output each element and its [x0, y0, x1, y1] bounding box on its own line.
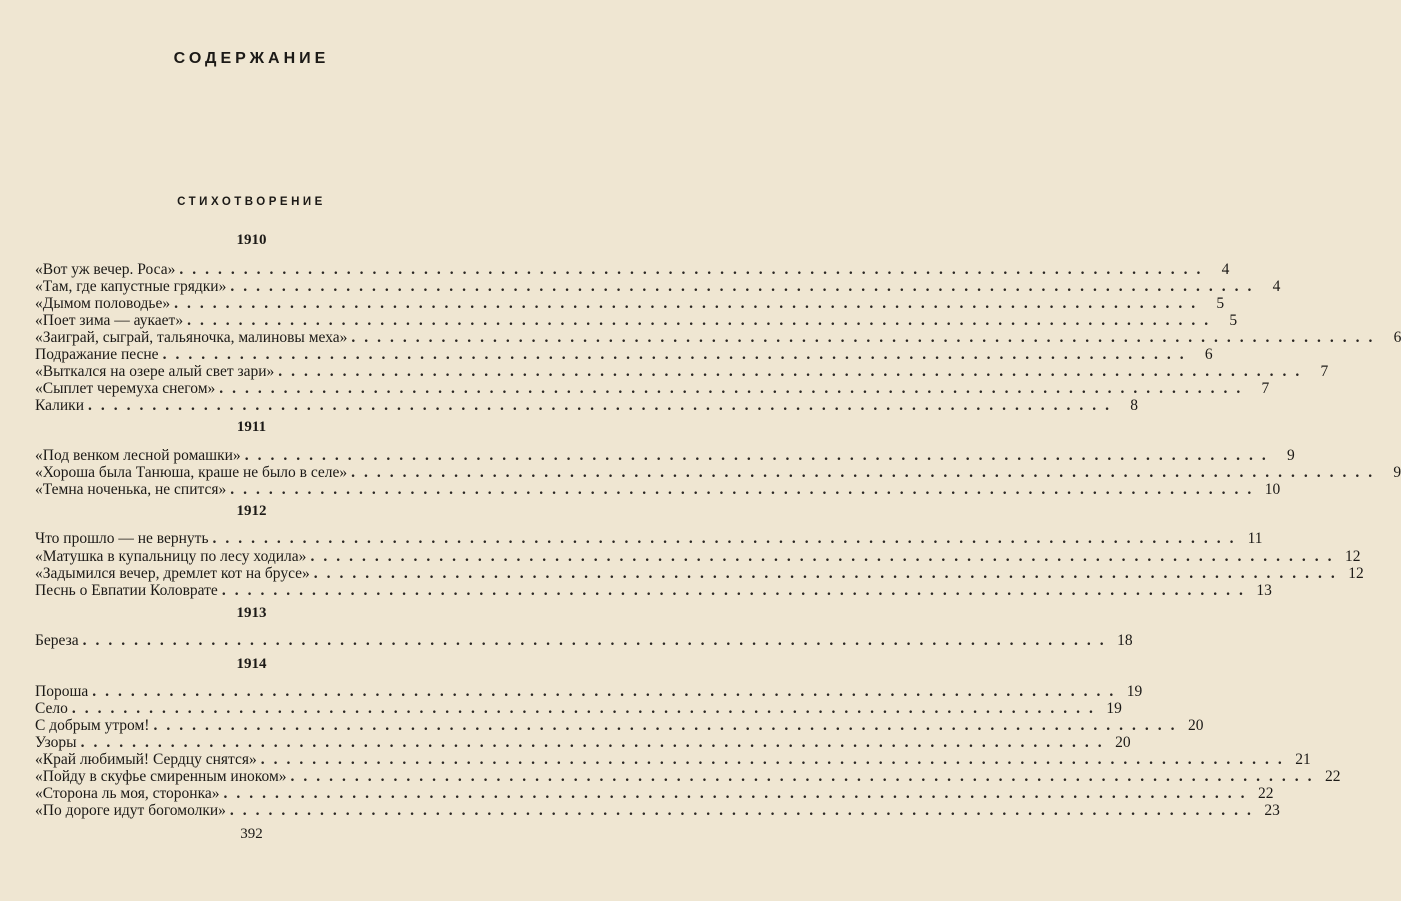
entry-page: 20 [1115, 734, 1131, 751]
entry-title: «Под венком лесной ромашки» [35, 447, 241, 464]
entry-title: Калики [35, 397, 85, 414]
entry-page: 23 [1264, 802, 1280, 819]
entry-title: С добрым утром! [35, 717, 150, 734]
entry-page: 21 [1295, 751, 1311, 768]
entry-title: «Задымился вечер, дремлет кот на брусе» [35, 565, 310, 582]
leader-dots: ................................................................................ [179, 261, 1210, 278]
entry-page: 8 [1130, 397, 1139, 414]
entry-title: «Дымом половодье» [35, 295, 171, 312]
toc-entry[interactable] [35, 734, 1131, 752]
entry-page: 22 [1325, 768, 1341, 785]
leader-dots: ................................................................................ [187, 312, 1218, 329]
toc-entry[interactable] [35, 295, 1225, 313]
entry-title: «Сыплет черемуха снегом» [35, 380, 216, 397]
leader-dots: ................................................................................ [82, 632, 1113, 649]
leader-dots: ................................................................................ [221, 582, 1252, 599]
toc-entry[interactable] [35, 481, 1281, 499]
entry-title: «Темна ноченька, не спится» [35, 481, 227, 498]
leader-dots: ................................................................................ [229, 802, 1260, 819]
entry-page: 4 [1272, 278, 1281, 295]
entry-title: Береза [35, 632, 79, 649]
entry-page: 19 [1126, 683, 1143, 700]
leader-dots: ................................................................................ [223, 785, 1254, 802]
year-heading-1914: 1914 [236, 656, 267, 672]
toc-entry[interactable] [35, 312, 1238, 330]
toc-entry[interactable] [35, 582, 1272, 600]
year-heading-1911: 1911 [236, 419, 267, 435]
leader-dots: ................................................................................ [290, 768, 1321, 785]
entry-title: Что прошло — не вернуть [35, 530, 209, 547]
entry-page: 12 [1348, 565, 1364, 582]
toc-entry[interactable] [35, 785, 1274, 803]
leader-dots: ................................................................................ [278, 363, 1309, 380]
entry-title: «Там, где капустные грядки» [35, 278, 227, 295]
leader-dots: ................................................................................ [88, 397, 1119, 414]
toc-entry[interactable] [35, 329, 1401, 347]
entry-page: 19 [1106, 700, 1122, 717]
entry-page: 6 [1393, 329, 1401, 346]
entry-page: 22 [1258, 785, 1274, 802]
entry-page: 7 [1320, 363, 1329, 380]
year-heading-1912: 1912 [236, 503, 267, 519]
toc-entry[interactable] [35, 447, 1295, 465]
toc-entry[interactable] [35, 397, 1139, 415]
section-heading: СТИХОТВОРЕНИЕ [177, 196, 326, 208]
leader-dots: ................................................................................ [219, 380, 1250, 397]
toc-entry[interactable] [35, 802, 1280, 820]
leader-dots: ................................................................................ [244, 447, 1275, 464]
page-number: 392 [240, 826, 263, 842]
leader-dots: ................................................................................ [260, 751, 1291, 768]
entry-page: 18 [1117, 632, 1133, 649]
entry-title: Пороша [35, 683, 89, 700]
entry-page: 11 [1247, 530, 1263, 547]
entry-title: Село [35, 700, 68, 717]
entry-page: 10 [1264, 481, 1281, 498]
entry-title: «Сторона ль моя, сторонка» [35, 785, 220, 802]
leader-dots: ................................................................................ [162, 346, 1193, 363]
entry-title: Подражание песне [35, 346, 159, 363]
leader-dots: ................................................................................ [71, 700, 1102, 717]
leader-dots: ................................................................................ [230, 481, 1261, 498]
toc-entry[interactable] [35, 278, 1281, 296]
toc-entry[interactable] [35, 380, 1270, 398]
entry-title: «По дороге идут богомолки» [35, 802, 226, 819]
leader-dots: ................................................................................ [351, 464, 1382, 481]
toc-entry[interactable] [35, 530, 1263, 548]
leader-dots: ................................................................................ [174, 295, 1205, 312]
entry-title: «Вот уж вечер. Роса» [35, 261, 176, 278]
entry-page: 12 [1344, 548, 1361, 565]
leader-dots: ................................................................................ [310, 548, 1341, 565]
toc-entry[interactable] [35, 683, 1143, 701]
entry-page: 5 [1216, 295, 1225, 312]
entry-page: 9 [1393, 464, 1401, 481]
toc-entry[interactable] [35, 565, 1364, 583]
toc-entry[interactable] [35, 261, 1230, 279]
toc-entry[interactable] [35, 346, 1213, 364]
leader-dots: ................................................................................ [351, 329, 1382, 346]
entry-page: 13 [1256, 582, 1272, 599]
leader-dots: ................................................................................ [92, 683, 1123, 700]
entry-title: «Хороша была Танюша, краше не было в селе» [35, 464, 348, 481]
toc-entry[interactable] [35, 363, 1329, 381]
entry-page: 7 [1261, 380, 1270, 397]
entry-page: 6 [1204, 346, 1213, 363]
entry-page: 4 [1221, 261, 1230, 278]
entry-title: «Выткался на озере алый свет зари» [35, 363, 275, 380]
toc-entry[interactable] [35, 768, 1341, 786]
entry-title: «Край любимый! Сердцу снятся» [35, 751, 257, 768]
page-title: СОДЕРЖАНИЕ [173, 50, 330, 67]
toc-entry[interactable] [35, 751, 1311, 769]
leader-dots: ................................................................................ [153, 717, 1184, 734]
leader-dots: ................................................................................ [212, 530, 1243, 547]
leader-dots: ................................................................................ [313, 565, 1344, 582]
leader-dots: ................................................................................ [230, 278, 1261, 295]
leader-dots: ................................................................................ [80, 734, 1111, 751]
toc-entry[interactable] [35, 700, 1122, 718]
entry-title: «Пойду в скуфье смиренным иноком» [35, 768, 287, 785]
year-heading-1913: 1913 [236, 605, 267, 621]
toc-entry[interactable] [35, 464, 1401, 482]
entry-title: «Поет зима — аукает» [35, 312, 184, 329]
entry-title: Узоры [35, 734, 77, 751]
entry-title: «Заиграй, сыграй, тальяночка, малиновы меха» [35, 329, 348, 346]
entry-page: 20 [1187, 717, 1204, 734]
toc-entry[interactable] [35, 717, 1204, 735]
toc-entry[interactable] [35, 632, 1133, 650]
toc-entry[interactable] [35, 548, 1361, 566]
entry-page: 9 [1286, 447, 1295, 464]
year-heading-1910: 1910 [236, 232, 267, 248]
entry-title: «Матушка в купальницу по лесу ходила» [35, 548, 307, 565]
entry-title: Песнь о Евпатии Коловрате [35, 582, 218, 599]
entry-page: 5 [1229, 312, 1238, 329]
